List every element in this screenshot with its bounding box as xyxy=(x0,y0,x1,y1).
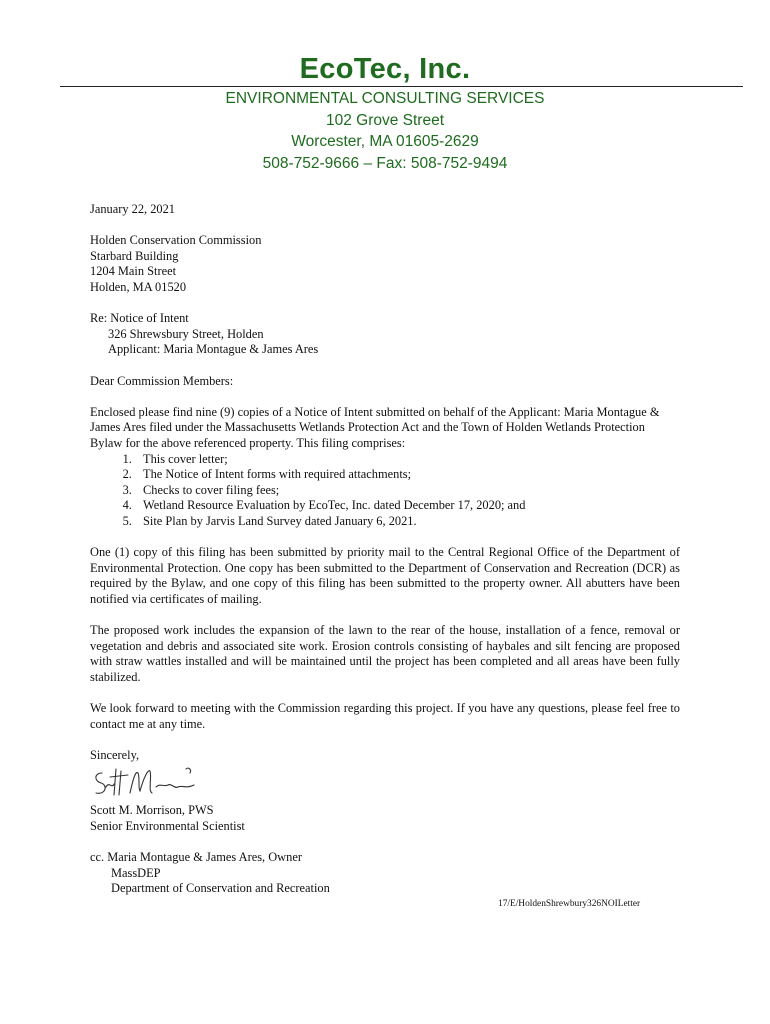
letterhead xyxy=(0,52,770,86)
paragraph-copies: One (1) copy of this filing has been submitted by priority mail to the Central Regional Office of the Department of Environmental Protection. One copy has been submitted to the Department of Conservation and Recreation (DCR) as required by the Bylaw, and one copy of this filing has been submitted to the property owner. All abutters have been notified via certificates of mailing. xyxy=(90,545,680,606)
signer-name: Scott M. Morrison, PWS xyxy=(90,803,214,818)
paragraph-proposed-work: The proposed work includes the expansion of the lawn to the rear of the house, installation of a fence, removal or vegetation and debris and associated site work. Erosion controls consisting of haybales and silt fencing are proposed with straw wattles installed and will be maintained until the project has been completed and all areas have been fully stabilized. xyxy=(90,623,680,684)
cc-line: MassDEP xyxy=(111,865,161,880)
company-name: EcoTec, Inc. xyxy=(299,53,471,85)
paragraph-closing: We look forward to meeting with the Commission regarding this project. If you have any questions, please feel free to contact me at any time. xyxy=(90,701,680,731)
company-street: 102 Grove Street xyxy=(325,111,445,129)
recipient-line: Starbard Building xyxy=(90,248,179,263)
re-address: 326 Shrewsbury Street, Holden xyxy=(108,326,264,341)
company-phone: 508-752-9666 – Fax: 508-752-9494 xyxy=(262,154,508,172)
company-tagline: ENVIRONMENTAL CONSULTING SERVICES xyxy=(225,90,545,107)
recipient-line: 1204 Main Street xyxy=(90,264,177,279)
list-item: 1. This cover letter; xyxy=(135,452,680,468)
list-item: 5. Site Plan by Jarvis Land Survey dated January 6, 2021. xyxy=(135,514,680,530)
salutation: Dear Commission Members: xyxy=(90,373,234,388)
letterhead-details xyxy=(0,88,770,174)
enclosure-list xyxy=(90,452,680,530)
closing: Sincerely, xyxy=(90,747,140,762)
company-city: Worcester, MA 01605-2629 xyxy=(291,133,479,150)
list-item: 3. Checks to cover filing fees; xyxy=(135,483,680,499)
recipient-line: Holden, MA 01520 xyxy=(90,279,187,294)
recipient-line: Holden Conservation Commission xyxy=(90,233,262,248)
re-line: Re: Notice of Intent xyxy=(90,311,189,326)
list-item: 2. The Notice of Intent forms with required attachments; xyxy=(135,467,680,483)
letter-date: January 22, 2021 xyxy=(90,202,175,216)
list-item: 4. Wetland Resource Evaluation by EcoTec, Inc. dated December 17, 2020; and xyxy=(135,498,680,514)
letter-body xyxy=(90,202,680,897)
cc-line: cc. Maria Montague & James Ares, Owner xyxy=(90,850,302,865)
file-reference: 17/E/HoldenShrewbury326NOILetter xyxy=(498,899,641,909)
letterhead-rule xyxy=(60,86,743,87)
signature-icon xyxy=(90,763,200,803)
re-applicant: Applicant: Maria Montague & James Ares xyxy=(108,342,319,357)
signer-title: Senior Environmental Scientist xyxy=(90,818,245,833)
cc-line: Department of Conservation and Recreation xyxy=(111,881,330,896)
signature xyxy=(90,763,680,803)
paragraph-enclosures: Enclosed please find nine (9) copies of a Notice of Intent submitted on behalf of the Applicant: Maria Montague & James Ares filed under the Massachusetts Wetlands Protection Act and the Town of Holden Wetlands Protection Bylaw for the above referenced property. This filing comprises: xyxy=(90,404,660,450)
